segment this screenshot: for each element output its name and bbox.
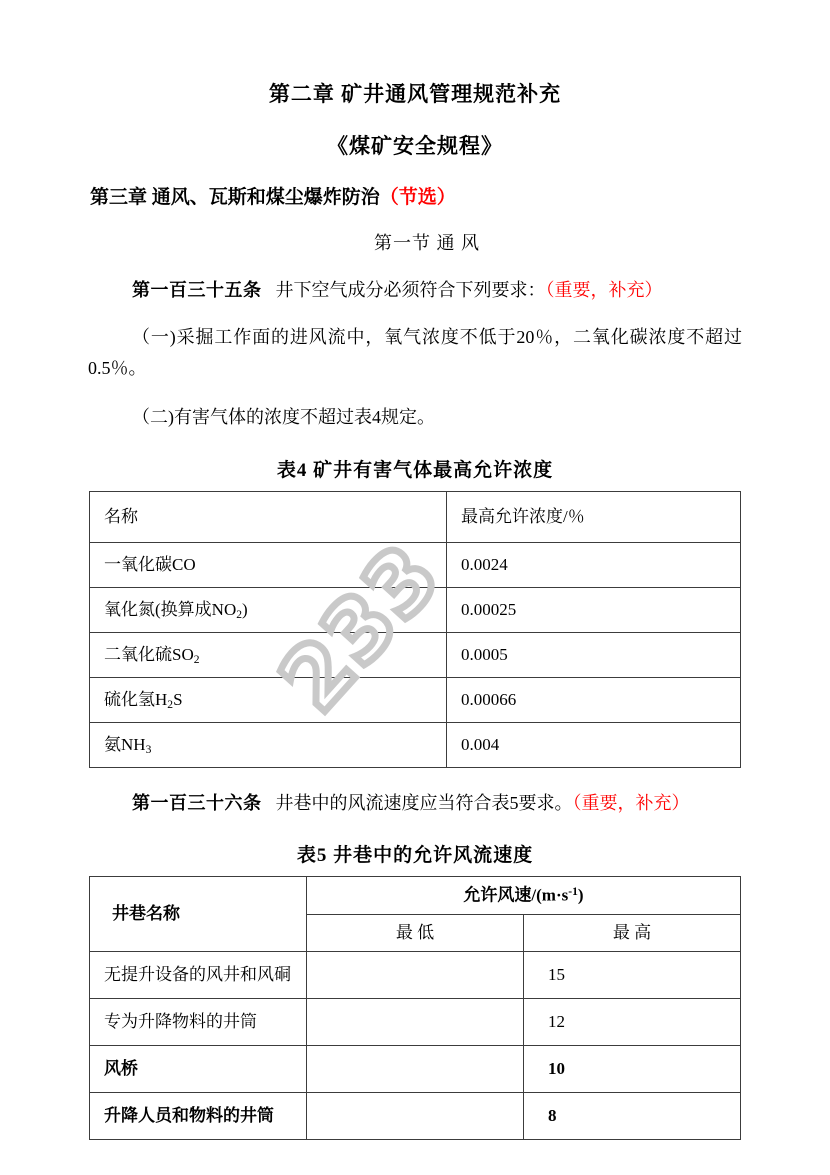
table-speed-cell-min: [307, 1093, 524, 1140]
table-speed-header-row-1: [90, 877, 741, 915]
table-speed-header-group-text: 允许风速/(m·s: [463, 885, 569, 905]
gas-formula: NO: [211, 599, 237, 619]
gas-formula: H: [155, 689, 168, 709]
table-gas-header-row: [90, 492, 741, 543]
table-speed-cell-min: [307, 1046, 524, 1093]
gas-name-text: 一氧化碳: [104, 554, 172, 574]
gas-formula: CO: [172, 554, 196, 574]
section-heading: 第一节 通 风: [374, 233, 480, 253]
table-gas-cell-name: [90, 543, 447, 588]
gas-name-text: 硫化氢: [104, 689, 155, 709]
table-row: [90, 1093, 741, 1140]
gas-formula-sub: 2: [167, 697, 174, 711]
table-row: [90, 588, 741, 633]
table-row: [90, 1046, 741, 1093]
table-speed-cell-max: 10: [524, 1046, 741, 1093]
table-speed: [89, 876, 741, 1140]
table-speed-cell-max: 8: [524, 1093, 741, 1140]
table-speed-header-group-sup: -1: [568, 885, 578, 899]
watermark-233: 233: [261, 525, 460, 731]
table-gas-header-name: 名称: [90, 492, 447, 543]
chapter-heading-note: （节选）: [379, 187, 456, 208]
table-speed-header-group: [307, 877, 741, 915]
article-135-heading: [88, 277, 742, 305]
table-speed-header-min: 最 低: [307, 914, 524, 951]
table-row: [90, 952, 741, 999]
table-speed-body: [90, 877, 741, 1140]
gas-formula-tail: S: [173, 689, 183, 709]
article-135-item-1: （一)采掘工作面的进风流中，氧气浓度不低于20％，二氧化碳浓度不超过0.5％。: [88, 326, 742, 379]
table-speed-cell-min: [307, 999, 524, 1046]
table-speed-header-max: 最 高: [524, 914, 741, 951]
table-gas-cell-value: 0.00025: [447, 588, 741, 633]
table-speed-cell-name: 无提升设备的风井和风硐: [90, 952, 307, 999]
table-speed-header-name: 井巷名称: [90, 877, 307, 952]
table-speed-cell-name: 专为升降物料的井筒: [90, 999, 307, 1046]
table-speed-header-group-tail: ): [577, 885, 584, 905]
gas-name-text: 氨: [104, 734, 121, 754]
article-135-number: 第一百三十五条: [132, 280, 262, 300]
table-gas-body: [90, 492, 741, 768]
article-136-note: （重要，补充）: [572, 793, 690, 814]
article-136-text: 井巷中的风流速度应当符合表5要求。: [275, 793, 573, 814]
gas-formula-sub: 2: [236, 607, 243, 621]
document-subtitle: 《煤矿安全规程》: [327, 134, 503, 158]
chapter-heading-text: 第三章 通风、瓦斯和煤尘爆炸防治: [90, 187, 380, 208]
article-135-text: 井下空气成分必须符合下列要求：: [275, 280, 546, 300]
gas-formula-sub: 3: [145, 742, 152, 756]
table-gas-cell-name: [90, 678, 447, 723]
article-135-item-2: （二)有害气体的浓度不超过表4规定。: [132, 406, 435, 427]
table-gas-cell-value: 0.00066: [447, 678, 741, 723]
table-gas-cell-value: 0.004: [447, 723, 741, 768]
table-gas-caption: 表4 矿井有害气体最高允许浓度: [276, 460, 554, 482]
article-136-heading: [88, 790, 742, 818]
article-135-note: （重要，补充）: [545, 280, 663, 300]
gas-name-text: 二氧化硫: [104, 644, 172, 664]
table-row: [90, 543, 741, 588]
chapter-heading: [90, 182, 742, 209]
table-gas-cell-value: 0.0024: [447, 543, 741, 588]
page-title: 第二章 矿井通风管理规范补充: [268, 82, 562, 106]
document-content: [0, 78, 830, 1140]
table-speed-cell-max: 15: [524, 952, 741, 999]
table-gas-header-value: 最高允许浓度/％: [447, 492, 741, 543]
table-speed-cell-name: 风桥: [90, 1046, 307, 1093]
gas-formula: SO: [172, 644, 194, 664]
table-gas-cell-value: 0.0005: [447, 633, 741, 678]
table-speed-cell-min: [307, 952, 524, 999]
gas-formula-sub: 2: [193, 652, 200, 666]
table-row: [90, 678, 741, 723]
table-gas-cell-name: [90, 633, 447, 678]
table-speed-cell-max: 12: [524, 999, 741, 1046]
table-gas-cell-name: [90, 723, 447, 768]
table-gas-cell-name: [90, 588, 447, 633]
table-speed-caption: 表5 井巷中的允许风流速度: [296, 845, 534, 867]
table-speed-cell-name: 升降人员和物料的井筒: [90, 1093, 307, 1140]
table-row: [90, 723, 741, 768]
article-136-number: 第一百三十六条: [132, 793, 262, 814]
gas-formula: NH: [121, 734, 146, 754]
table-gas: [89, 491, 741, 768]
gas-formula-tail: ): [242, 599, 248, 619]
table-row: [90, 633, 741, 678]
gas-name-text: 氧化氮(换算成: [104, 599, 212, 619]
table-row: [90, 999, 741, 1046]
